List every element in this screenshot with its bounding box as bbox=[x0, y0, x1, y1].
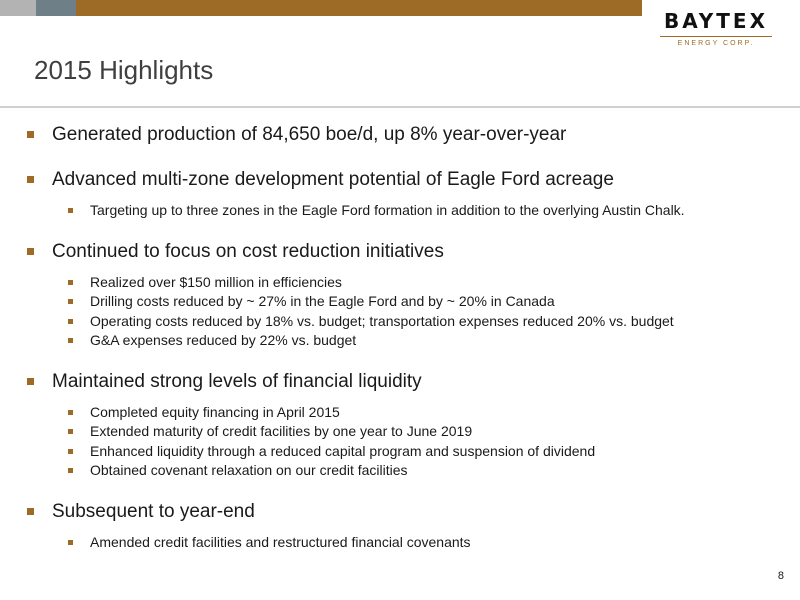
bullet-item bbox=[24, 499, 794, 525]
sub-bullet-text: Realized over $150 million in efficiencies bbox=[90, 273, 342, 290]
square-bullet-icon bbox=[27, 378, 34, 385]
sub-bullet-list bbox=[24, 533, 794, 553]
sub-bullet-text: Operating costs reduced by 18% vs. budget; transportation expenses reduced 20% vs. budget bbox=[90, 312, 674, 329]
square-bullet-icon bbox=[68, 429, 73, 434]
sub-bullet-item bbox=[24, 331, 794, 351]
sub-bullet-item bbox=[24, 292, 794, 312]
square-bullet-icon bbox=[68, 280, 73, 285]
square-bullet-icon bbox=[27, 131, 34, 138]
logo-wordmark: BAYTEX bbox=[663, 9, 768, 33]
square-bullet-icon bbox=[68, 540, 73, 545]
square-bullet-icon bbox=[27, 248, 34, 255]
bullet-text: Advanced multi-zone development potential of Eagle Ford acreage bbox=[52, 169, 614, 190]
sub-bullet-text: G&A expenses reduced by 22% vs. budget bbox=[90, 332, 357, 348]
page-number: 8 bbox=[777, 570, 784, 582]
sub-bullet-text: Enhanced liquidity through a reduced capital program and suspension of dividend bbox=[90, 442, 596, 459]
bullet-item bbox=[24, 369, 794, 395]
slide-title: 2015 Highlights bbox=[34, 55, 214, 85]
sub-bullet-item bbox=[24, 201, 794, 221]
sub-bullet-text: Drilling costs reduced by ~ 27% in the Eagle Ford and by ~ 20% in Canada bbox=[90, 293, 555, 309]
header-bar-segment-gray bbox=[0, 0, 36, 16]
sub-bullet-list bbox=[24, 403, 794, 481]
header-bar-segment-bronze bbox=[76, 0, 642, 16]
bullet-text: Subsequent to year-end bbox=[52, 500, 255, 522]
square-bullet-icon bbox=[27, 508, 34, 515]
bullet-text: Continued to focus on cost reduction initiatives bbox=[52, 240, 444, 262]
sub-bullet-text: Amended credit facilities and restructured financial covenants bbox=[90, 533, 471, 550]
sub-bullet-text: Obtained covenant relaxation on our credit facilities bbox=[90, 462, 408, 478]
square-bullet-icon bbox=[68, 319, 73, 324]
sub-bullet-text: Completed equity financing in April 2015 bbox=[90, 403, 340, 420]
sub-bullet-item bbox=[24, 533, 794, 553]
sub-bullet-item bbox=[24, 312, 794, 332]
logo-subtitle: ENERGY CORP. bbox=[677, 40, 755, 47]
sub-bullet-item bbox=[24, 422, 794, 442]
square-bullet-icon bbox=[68, 208, 73, 213]
square-bullet-icon bbox=[68, 338, 73, 343]
square-bullet-icon bbox=[68, 299, 73, 304]
sub-bullet-text: Extended maturity of credit facilities by one year to June 2019 bbox=[90, 423, 473, 439]
sub-bullet-item bbox=[24, 273, 794, 293]
bullet-text: Generated production of 84,650 boe/d, up 8% year-over-year bbox=[52, 124, 567, 145]
sub-bullet-item bbox=[24, 442, 794, 462]
logo-divider bbox=[660, 36, 772, 37]
sub-bullet-item bbox=[24, 403, 794, 423]
bullet-list bbox=[24, 122, 794, 552]
bullet-item bbox=[24, 167, 794, 193]
bullet-item bbox=[24, 239, 794, 265]
header-bar-segment-slate bbox=[36, 0, 76, 16]
square-bullet-icon bbox=[27, 176, 34, 183]
square-bullet-icon bbox=[68, 410, 73, 415]
title-divider bbox=[0, 106, 800, 108]
company-logo bbox=[654, 8, 778, 50]
bullet-text: Maintained strong levels of financial liquidity bbox=[52, 370, 422, 392]
sub-bullet-text: Targeting up to three zones in the Eagle Ford formation in addition to the overlying Austin Chalk. bbox=[90, 202, 685, 218]
sub-bullet-item bbox=[24, 461, 794, 481]
square-bullet-icon bbox=[68, 468, 73, 473]
square-bullet-icon bbox=[68, 449, 73, 454]
sub-bullet-list bbox=[24, 201, 794, 221]
bullet-item bbox=[24, 122, 794, 148]
sub-bullet-list bbox=[24, 273, 794, 351]
